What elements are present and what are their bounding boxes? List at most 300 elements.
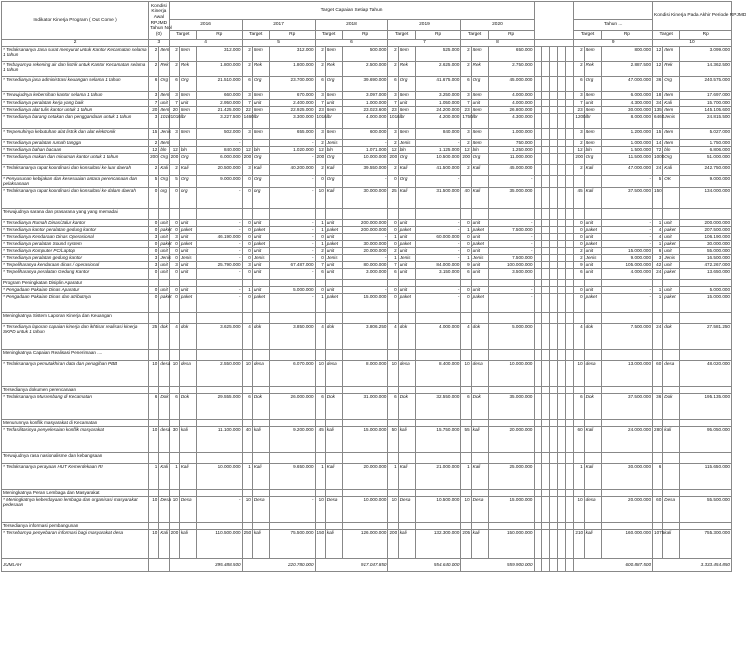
year-header: Tahun ... — [574, 20, 653, 31]
year-target-unit: Rek — [471, 62, 488, 77]
indicator-row — [2, 226, 732, 233]
year-target-value: 0 — [315, 176, 325, 188]
year-rp-value: - — [342, 233, 388, 240]
final-rp-value: 207.500.000 — [680, 226, 732, 233]
final-rp-value: 106.190.000 — [680, 233, 732, 240]
empty-cell — [542, 233, 550, 240]
empty-cell — [558, 522, 566, 529]
year-target-unit: Org — [471, 77, 488, 92]
extra-rp-value: 1.500.000 — [601, 147, 652, 154]
year-target-unit: unit — [179, 219, 196, 226]
empty-cell — [388, 419, 398, 426]
empty-cell — [601, 419, 652, 426]
empty-cell — [542, 100, 550, 107]
year-target-unit: unit — [252, 286, 269, 293]
year-target-value — [169, 140, 179, 147]
year-target-unit: paket — [471, 240, 488, 247]
extra-target-unit: unit — [584, 219, 601, 226]
year-rp-value: 2.750.000 — [488, 62, 534, 77]
year-target-value: 0 — [315, 286, 325, 293]
year-rp-value: 4.200.000 — [415, 114, 461, 129]
empty-cell — [550, 279, 558, 286]
indicator-label: * Tersedianya laporan capaian kinerja dan ikhtisar realisasi kinerja SKPD untuk 1 tahun — [2, 323, 149, 349]
empty-cell — [534, 92, 542, 100]
empty-cell — [242, 349, 252, 360]
empty-cell — [542, 419, 550, 426]
year-rp-value: 670.000 — [269, 92, 315, 100]
empty-cell — [179, 279, 196, 286]
section-label: Terwujudnya rasa nasionalisme dan kebangsaan — [2, 452, 149, 463]
empty-cell — [325, 386, 342, 393]
year-rp-value: - — [269, 154, 315, 165]
year-rp-value: - — [269, 219, 315, 226]
year-target-unit: unit — [325, 233, 342, 240]
year-target-unit: lbr — [398, 114, 415, 129]
year-target-value: 0 — [315, 233, 325, 240]
year-rp-value: 1.800.000 — [269, 62, 315, 77]
year-target-value: 0 — [461, 247, 471, 254]
empty-cell — [550, 165, 558, 176]
extra-target-value: 0 — [574, 240, 584, 247]
empty-cell — [550, 187, 558, 208]
empty-cell — [179, 522, 196, 529]
empty-cell — [159, 279, 169, 286]
empty-cell — [558, 496, 566, 522]
year-target-value: 55 — [461, 426, 471, 452]
empty-cell — [558, 107, 566, 114]
year-target-value: 10 — [461, 496, 471, 522]
year-target-value: 3 — [169, 129, 179, 140]
empty-cell — [169, 452, 179, 463]
final-target-unit: Jenis — [663, 114, 680, 129]
year-target-unit: unit — [398, 233, 415, 240]
final-target-unit: unit — [663, 233, 680, 240]
empty-cell — [566, 208, 574, 219]
extra-target-value: 2 — [574, 247, 584, 254]
final-rp-value: 30.000.000 — [680, 240, 732, 247]
year-target-value: 12 — [169, 147, 179, 154]
year-rp-value: - — [269, 293, 315, 312]
extra-target-value: 1 — [574, 463, 584, 489]
empty-cell — [542, 268, 550, 279]
empty-cell — [179, 312, 196, 323]
year-target-unit: kali — [325, 426, 342, 452]
extra-target-value: 2 — [574, 47, 584, 62]
year-rp-value: 2.625.000 — [415, 62, 461, 77]
year-target-unit: Kali — [471, 187, 488, 208]
extra-target-value: 60 — [574, 426, 584, 452]
final-rp-value: 27.581.250 — [680, 323, 732, 349]
extra-target-unit: unit — [584, 261, 601, 268]
extra-target-unit: kali — [584, 529, 601, 558]
empty-cell — [550, 286, 558, 293]
empty-cell — [558, 100, 566, 107]
empty-cell — [461, 522, 471, 529]
empty-cell — [179, 349, 196, 360]
year-target-value: 0 — [242, 254, 252, 261]
indicator-row — [2, 147, 732, 154]
empty-cell — [550, 463, 558, 489]
year-target-value: 0 — [169, 254, 179, 261]
year-rp-value: 2.950.000 — [196, 100, 242, 107]
year-rp-value: 31.000.000 — [342, 393, 388, 419]
section-row — [2, 208, 732, 219]
year-rp-value: 3.806.250 — [342, 323, 388, 349]
year-target-value: 200 — [388, 529, 398, 558]
final-target-value: 1 — [653, 286, 663, 293]
year-target-unit: unit — [179, 286, 196, 293]
empty-cell — [179, 419, 196, 426]
year-rp-value: - — [488, 286, 534, 293]
empty-cell — [550, 226, 558, 233]
year-target-unit: Item — [471, 140, 488, 147]
empty-cell — [342, 349, 388, 360]
year-target-value: 0 — [388, 240, 398, 247]
year-target-unit: unit — [398, 247, 415, 254]
empty-cell — [542, 92, 550, 100]
empty-cell — [550, 154, 558, 165]
year-target-value: 7 — [388, 261, 398, 268]
baseline-value: 3 — [149, 92, 159, 100]
final-target-unit: unit — [663, 286, 680, 293]
indicator-label: * Tersedianya peralatan kerja yang baik — [2, 100, 149, 107]
empty-cell — [558, 114, 566, 129]
year-target-value: 1 — [461, 463, 471, 489]
year-rp-value: 9.000.000 — [196, 176, 242, 188]
empty-cell — [542, 140, 550, 147]
empty-cell — [269, 522, 315, 529]
empty-cell — [342, 419, 388, 426]
baseline-unit: unit — [160, 233, 168, 239]
empty-cell — [488, 279, 534, 286]
year-target-value: 2 — [169, 47, 179, 62]
year-target-value: 2 — [169, 165, 179, 176]
extra-rp-value: 30.000.000 — [601, 107, 652, 114]
empty-cell — [542, 226, 550, 233]
year-rp-value: - — [415, 247, 461, 254]
empty-cell — [566, 386, 574, 393]
final-rp-value: 13.650.000 — [680, 268, 732, 279]
baseline-value: 0 — [149, 219, 159, 226]
empty-cell — [550, 323, 558, 349]
target-subheader: Target — [388, 31, 415, 40]
indicator-label: * Terfasilitasinya penyelesaian konflik masyarakat — [2, 426, 149, 452]
empty-cell — [566, 165, 574, 176]
empty-cell — [542, 312, 550, 323]
year-target-unit: unit — [325, 268, 342, 279]
final-target-unit: paket — [663, 293, 680, 312]
empty-cell — [269, 349, 315, 360]
empty-cell — [542, 286, 550, 293]
final-rp-value: 5.000.000 — [680, 286, 732, 293]
year-target-value: 2 — [461, 47, 471, 62]
indicator-label: * Tersedianya peralatan rumah tangga — [2, 140, 149, 147]
empty-cell — [534, 360, 542, 386]
year-rp-value: 4.000.000 — [342, 114, 388, 129]
empty-cell — [566, 92, 574, 100]
year-target-unit: Item — [252, 92, 269, 100]
baseline-header — [149, 2, 170, 40]
year-target-unit: Item — [325, 92, 342, 100]
indicator-row — [2, 426, 732, 452]
year-rp-value: 312.000 — [269, 47, 315, 62]
final-target-value: 6460 — [653, 114, 663, 129]
year-target-value: 1460 — [242, 114, 252, 129]
empty-cell — [149, 452, 159, 463]
baseline-value: 25 — [149, 323, 159, 349]
year-target-value: 50 — [388, 426, 398, 452]
year-target-value: 6 — [461, 268, 471, 279]
empty-cell — [566, 247, 574, 254]
extra-target-value: 6 — [574, 268, 584, 279]
empty-cell — [242, 522, 252, 529]
baseline-unit: paket — [160, 226, 172, 232]
empty-cell — [315, 386, 325, 393]
year-target-value: 2 — [461, 140, 471, 147]
year-rp-value: 60.000.000 — [415, 233, 461, 240]
year-target-unit: Dok — [252, 393, 269, 419]
baseline-unit: unit — [160, 247, 168, 253]
year-rp-value: - — [196, 254, 242, 261]
year-target-unit: lbr — [179, 114, 196, 129]
year-rp-value: 1.250.000 — [488, 147, 534, 154]
year-target-unit: unit — [252, 247, 269, 254]
year-target-value: 9 — [461, 261, 471, 268]
target-subheader: Target — [242, 31, 269, 40]
year-target-value: 1 — [315, 226, 325, 233]
empty-cell — [550, 147, 558, 154]
final-target-value: 14 — [653, 140, 663, 147]
year-target-value: 3 — [315, 92, 325, 100]
year-rp-value: - — [196, 240, 242, 247]
year-target-value: 4 — [461, 323, 471, 349]
empty-cell — [550, 219, 558, 226]
empty-cell — [534, 140, 542, 147]
year-rp-value: 2.550.000 — [196, 360, 242, 386]
year-target-unit: unit — [471, 286, 488, 293]
extra-target-unit: unit — [584, 286, 601, 293]
empty-cell — [269, 489, 315, 496]
final-target-unit: desa — [663, 360, 680, 386]
empty-cell — [566, 293, 574, 312]
year-target-value: 6 — [169, 77, 179, 92]
year-target-unit: unit — [398, 268, 415, 279]
empty-cell — [269, 208, 315, 219]
year-rp-value: 5.000.000 — [488, 323, 534, 349]
year-target-value: 0 — [169, 286, 179, 293]
empty-cell — [542, 393, 550, 419]
final-target-value: 135 — [654, 107, 662, 112]
final-target-unit — [663, 463, 680, 489]
year-rp-value: 10.500.000 — [415, 154, 461, 165]
final-rp-value: 14.362.500 — [680, 62, 732, 77]
year-rp-value: 15.000.000 — [488, 496, 534, 522]
empty-cell — [534, 233, 542, 240]
indicator-row — [2, 463, 732, 489]
baseline-value: 3 — [149, 233, 159, 240]
year-header: 2018 — [315, 20, 388, 31]
empty-cell — [566, 233, 574, 240]
year-header: 2020 — [461, 20, 534, 31]
empty-cell — [566, 240, 574, 247]
year-rp-value: 3.227.500 — [196, 114, 242, 129]
empty-cell — [566, 522, 574, 529]
rp-subheader: Rp — [601, 31, 652, 40]
baseline-unit: dok — [159, 323, 169, 349]
empty-cell — [542, 558, 550, 571]
year-target-unit: Org — [179, 176, 196, 188]
baseline-header-line: Kondisi — [150, 3, 167, 9]
year-target-unit: paket — [179, 240, 196, 247]
empty-cell — [584, 489, 601, 496]
empty-cell — [534, 129, 542, 140]
final-target-unit: kali — [663, 426, 680, 452]
empty-cell — [488, 419, 534, 426]
year-target-unit: Item — [179, 129, 196, 140]
empty-cell — [398, 419, 415, 426]
year-target-value: 0 — [242, 176, 252, 188]
empty-cell — [550, 452, 558, 463]
empty-cell — [550, 293, 558, 312]
year-rp-value: - — [269, 140, 315, 147]
extra-rp-value: 1.200.000 — [601, 129, 652, 140]
baseline-unit: org — [159, 187, 169, 208]
year-target-value: 0 — [169, 240, 179, 247]
empty-cell — [471, 386, 488, 393]
empty-cell — [488, 522, 534, 529]
year-rp-value: 11.100.000 — [196, 426, 242, 452]
empty-cell — [550, 107, 558, 114]
empty-cell — [398, 489, 415, 496]
year-target-value: 5 — [169, 176, 179, 188]
year-target-value: 0 — [242, 240, 252, 247]
empty-cell — [558, 165, 566, 176]
year-target-unit: bln — [252, 147, 269, 154]
empty-cell — [461, 349, 471, 360]
final-target-unit: Rek — [663, 62, 680, 77]
empty-cell — [550, 261, 558, 268]
empty-cell — [159, 419, 169, 426]
baseline-unit: unit — [160, 261, 168, 267]
year-header: 2017 — [242, 20, 315, 31]
year-target-unit: paket — [325, 226, 342, 233]
empty-cell — [269, 386, 315, 393]
year-rp-value: - — [269, 254, 315, 261]
final-target-value: 36 — [653, 393, 663, 419]
year-target-unit: paket — [398, 240, 415, 247]
year-target-value: 0 — [388, 176, 398, 188]
extra-target-unit: Item — [584, 107, 601, 114]
year-rp-value: 2.500.000 — [342, 62, 388, 77]
baseline-unit: unit — [160, 286, 168, 292]
year-target-unit: bln — [398, 147, 415, 154]
empty-cell — [534, 100, 542, 107]
indicator-row — [2, 165, 732, 176]
indicator-label: * Pengadaan Pakaian Dinas Aparatur — [2, 286, 149, 293]
empty-cell — [542, 47, 550, 62]
year-rp-value: - — [415, 293, 461, 312]
empty-cell — [196, 419, 242, 426]
year-target-unit: Item — [471, 92, 488, 100]
empty-cell — [342, 489, 388, 496]
empty-cell — [542, 426, 550, 452]
extra-target-value: 1200 — [574, 114, 584, 129]
year-target-unit: Org — [398, 154, 415, 165]
empty-cell — [653, 279, 663, 286]
empty-cell — [601, 386, 652, 393]
empty-cell — [566, 452, 574, 463]
empty-cell — [325, 452, 342, 463]
empty-cell — [534, 226, 542, 233]
rp-subheader: Rp — [269, 31, 315, 40]
empty-cell — [550, 360, 558, 386]
indicator-row — [2, 323, 732, 349]
year-target-unit: dok — [398, 323, 415, 349]
year-rp-value: 15.000.000 — [342, 426, 388, 452]
year-rp-value: 41.500.000 — [415, 165, 461, 176]
final-rp-value: 5.027.000 — [680, 129, 732, 140]
year-target-unit: org — [252, 187, 269, 208]
indicator-row — [2, 176, 732, 188]
empty-cell — [550, 419, 558, 426]
year-target-value: 4 — [315, 323, 325, 349]
year-rp-value: 67.487.000 — [269, 261, 315, 268]
empty-cell — [159, 522, 169, 529]
year-rp-value: - — [196, 293, 242, 312]
empty-cell — [159, 208, 169, 219]
year-rp-value: 30.000.000 — [342, 240, 388, 247]
final-target-unit: unit — [663, 247, 680, 254]
year-target-unit: Desa — [252, 496, 269, 522]
year-target-unit: unit — [471, 100, 488, 107]
empty-cell — [601, 522, 652, 529]
year-rp-value: - — [196, 226, 242, 233]
header-row-groups — [2, 2, 732, 20]
section-label: Tersedianya informasi pembangunan — [2, 522, 149, 529]
final-rp-value: 3.099.000 — [680, 47, 732, 62]
year-rp-value: - — [196, 496, 242, 522]
empty-cell — [584, 522, 601, 529]
baseline-unit: Org — [159, 176, 169, 188]
indicator-label: * Terlaksananya pemutakhiran data dan penagihan PBB — [2, 360, 149, 386]
empty-cell — [388, 452, 398, 463]
year-target-unit: paket — [325, 240, 342, 247]
indicator-row — [2, 92, 732, 100]
year-target-value: 0 — [169, 247, 179, 254]
year-target-value: 1 — [315, 293, 325, 312]
empty-cell — [534, 452, 542, 463]
final-target-value: 42 — [653, 261, 663, 268]
extra-target-unit: lbr — [584, 114, 601, 129]
year-target-unit: bln — [325, 147, 342, 154]
empty-cell — [342, 312, 388, 323]
indicator-header: Indikator Kinerja Program ( Out Come ) — [2, 2, 149, 40]
extra-target-unit: Jenis — [584, 254, 601, 261]
empty-cell — [584, 312, 601, 323]
year-target-value: 10 — [388, 496, 398, 522]
empty-cell — [566, 323, 574, 349]
rp-subheader: Rp — [680, 31, 732, 40]
year-rp-value: - — [415, 240, 461, 247]
empty-cell — [653, 452, 663, 463]
year-rp-value: 1.020.000 — [269, 147, 315, 154]
empty-cell — [242, 279, 252, 286]
year-rp-value: 41.675.000 — [415, 77, 461, 92]
extra-target-value: 0 — [574, 293, 584, 312]
empty-cell — [169, 386, 179, 393]
year-rp-value: 3.300.000 — [269, 114, 315, 129]
empty-cell — [558, 254, 566, 261]
